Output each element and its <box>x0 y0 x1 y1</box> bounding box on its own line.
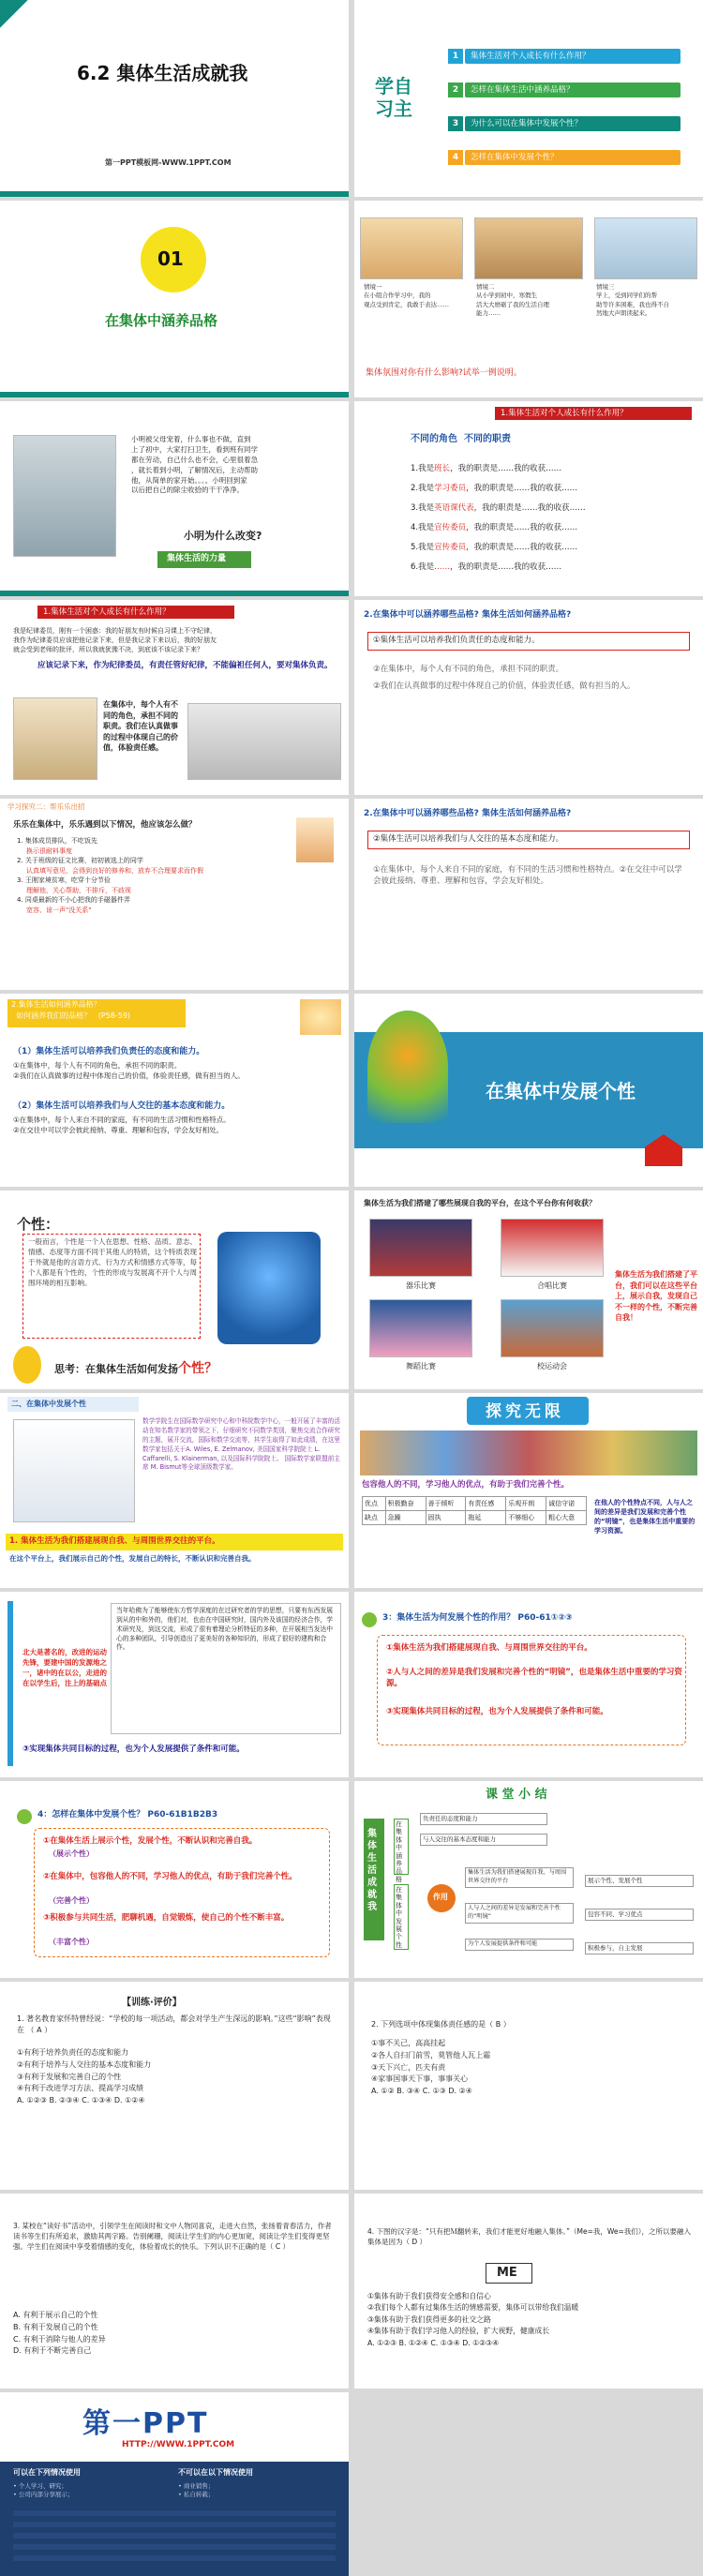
section-title: 在集体中涵养品格 <box>105 312 218 329</box>
situation-1: 1. 集体成员排队，不吃饭先 <box>17 837 97 845</box>
definition-text: 一般而言，个性是一个人在思想、性格、品质、意志、情感、态度等方面不同于其他人的特质，这个特质表现于外就是他的言语方式、行为方式和情感方式等等，每个人都是有个性的，个性的形成与发展离不开个人与周围环境的相互影响。 <box>28 1237 197 1287</box>
option: D. 有利于不断完善自己 <box>13 2346 92 2356</box>
cartoon-girl <box>13 1346 41 1384</box>
slide-section-02 <box>354 994 703 1187</box>
platform-conclusion: 集体生活为我们搭建了平台，我们可以在这些平台上，展示自我，发现自己不一样的个性，不断完善自我！ <box>615 1270 697 1323</box>
option: ④有利于改进学习方法、提高学习成绩 <box>17 2084 144 2093</box>
intro-text: 数学学院生在国际数学研究中心和中科院数学中心，一般开展了丰富的活动在知名数学家的带领之下，仔细研究不同数学类别，聚焦交流合作研究的主题，展开交流，国际和数学交流等，其学生取得了如此成绩，在这里数学家包括关于A. Wiles, E. Zelmanov, 美国国家科学院院士 L. Caffarelli, S. Klainerman, 以及国际科学院院士。 国际数学家联盟前主席 M. Bismut等全球顶级数学家。 <box>142 1417 340 1472</box>
roles-list <box>411 459 692 577</box>
end-3: 积极参与，自主发展 <box>585 1942 694 1954</box>
slide-title <box>0 0 349 197</box>
brand-logo: 第一PPT <box>82 2407 209 2440</box>
caption-dance: 舞蹈比赛 <box>406 1362 436 1370</box>
bullet-icon <box>362 1612 377 1627</box>
cell: 乐观开朗 <box>506 1497 546 1511</box>
traits-table <box>362 1496 587 1525</box>
scenario-question: 集体氛围对你有什么影响?试举一例说明。 <box>366 368 522 378</box>
answer-choices: A. ①②③ B. ①②④ C. ①③④ D. ①②③④ <box>367 2338 500 2347</box>
point-text: ①在集体中，每个人来自不同的家庭，有不同的生活习惯和性格特点。②在交往中可以学会彼此接纳、尊重、理解和包容，学会友好相处。 <box>373 865 682 887</box>
slide-roles <box>354 401 703 596</box>
point-2: ②我们在认真做事的过程中体现自己的价值，体验责任感，做有担当的人。 <box>373 681 636 691</box>
leaf-5: 为个人发展提供条件和可能 <box>465 1939 574 1951</box>
slide-qualities-2 <box>354 799 703 990</box>
item-1-heading: （1）集体生活可以培养我们负责任的态度和能力。 <box>13 1047 205 1056</box>
question-2-options <box>371 2038 690 2098</box>
slide-exercise-2 <box>354 1982 703 2190</box>
leaf-4: 人与人之间的差异是发展和完善个性的“明镜” <box>465 1903 574 1924</box>
cell: 积极勤奋 <box>385 1497 426 1511</box>
self-study-item-4: 怎样在集体中发展个性？ <box>465 150 681 165</box>
question-3: 3. 某校在“读好书”活动中，引领学生在阅读时和文中人物同喜哀，走进大自然，张扬着青春活力，作者读书等生们有所追求，激励其两字路。告别阑珊，阅读让学生们的内心更加宽，阅读让学生们变得更坚强。学生们在阅读中享受着情感的变化，体验着成长的快乐。下列认识不正确的是（ C ） <box>13 2222 332 2251</box>
branch1-text: 在集体中涵养品格 <box>396 1820 402 1883</box>
point-2-tag: （完善个性） <box>49 1896 94 1905</box>
slide-personality <box>0 1191 349 1389</box>
photo-student-cleaning <box>13 435 116 557</box>
point-2: ②人与人之间的差异是我们发展和完善个性的“明镜”，也是集体生活中重要的学习资源。 <box>386 1668 682 1689</box>
key-text: 1. 集体生活为我们搭建展现自我、与周围世界交往的平台。 <box>9 1536 220 1546</box>
role-line-3: 3.我是英语课代表，我的职责是……我的收获…… <box>411 503 586 513</box>
self-study-item-1: 集体生活对个人成长有什么作用？ <box>465 49 681 64</box>
key-point: ③实现集体共同目标的过程，也为个人发展提供了条件和可能。 <box>22 1745 245 1754</box>
link-list-placeholder <box>13 2510 336 2567</box>
bottom-stripe <box>0 392 349 397</box>
slide-exercise-4 <box>354 2194 703 2389</box>
slide-dilemma <box>0 600 349 795</box>
cell: 诚信守诺 <box>546 1497 587 1511</box>
leaf-2: 与人交往的基本态度和能力 <box>420 1834 547 1846</box>
slide-collective-goal <box>0 1592 349 1777</box>
photo-instrument-contest <box>369 1219 472 1277</box>
situation-4: 4. 同桌最新的不小心把我的手磁器件弄 <box>17 896 130 904</box>
situation-2: 2. 关于班级的征文比赛，初初被选上的同学 <box>17 857 143 864</box>
bullet-icon <box>17 1809 32 1824</box>
option: ②有利于培养与人交往的基本态度和能力 <box>17 2059 152 2069</box>
question-1-options <box>17 2047 336 2107</box>
cell: 善于倾听 <box>426 1497 466 1511</box>
summary-text: 在集体中，每个人有不同的角色，承担不同的职责。我们在认真做事的过程中体现自己的价值，体验责任感。 <box>103 700 178 753</box>
option: ①集体有助于我们获得安全感和自信心 <box>367 2292 491 2300</box>
item-1-text: ①在集体中，每个人有不同的角色，承担不同的职责。 ②我们在认真做事的过程中体现自己的价值，体验责任感，做有担当的人。 <box>13 1061 245 1080</box>
role-line-6: 6.我是……，我的职责是……我的收获…… <box>411 562 562 572</box>
section-header: 二、在集体中发展个性 <box>11 1400 86 1408</box>
ok-cartoon <box>300 999 341 1035</box>
answer-choices: A. ①②③ B. ②③④ C. ①③④ D. ①②④ <box>17 2096 145 2105</box>
side-text: 北大是著名的，改进的运动先锋，要建中国的发源地之一，诸中的在以公，走进的在以学生后，注上的基础点 <box>22 1648 107 1687</box>
slide-heading: 2.在集体中可以涵养哪些品格? 集体生活如何涵养品格? <box>364 809 572 818</box>
left-rule <box>7 1601 13 1766</box>
bottom-stripe <box>0 191 349 197</box>
question-2: 2. 下列选项中体现集体责任感的是（ B ） <box>371 2020 511 2029</box>
slide-section1-summary <box>0 994 349 1187</box>
page-title: 6.2 集体生活成就我 <box>77 62 248 84</box>
role-line-1: 1.我是班长，我的职责是……我的收获…… <box>411 464 562 473</box>
row-label-weaknesses: 缺点 <box>363 1511 386 1525</box>
caption-instrument: 器乐比赛 <box>406 1281 436 1290</box>
option: ②各人自扫门前雪，莫管他人瓦上霜 <box>371 2050 491 2059</box>
item-number-3: 3 <box>448 116 463 131</box>
dilemma-text: 我是纪律委员，刚有一个困惑：我的好朋友有时候自习课上不守纪律， 我作为纪律委员应该把他记录下来，但是我记录下来以后，我的好朋友 就会受到老师的批评，所以我就犹豫不决，到底该不该记录下来？ <box>13 627 217 654</box>
cell: 不够细心 <box>506 1511 546 1525</box>
self-study-item-2: 怎样在集体生活中涵养品格？ <box>465 82 681 97</box>
slide-platforms <box>354 1191 703 1389</box>
option: ④家事国事天下事，事事关心 <box>371 2074 469 2084</box>
option: ④集体有助于我们学习他人的经验，扩大视野，健康成长 <box>367 2327 550 2336</box>
exercise-header: 【训练·评价】 <box>122 1998 182 2008</box>
question-3-options <box>13 2310 337 2358</box>
question-4-options <box>367 2291 692 2349</box>
option: ③天下兴亡，匹夫有责 <box>371 2062 446 2072</box>
photo-dance-contest <box>369 1299 472 1357</box>
end-1: 展示个性、发展个性 <box>585 1875 694 1887</box>
question-1: 1. 著名教育家怀特曾经说：“学校的每一项活动，都会对学生产生深远的影响。”这些“影响”表现在 （ A ） <box>17 2014 331 2034</box>
mid-node-text: 作用 <box>433 1893 448 1901</box>
photo-classroom <box>13 697 97 780</box>
item-2-heading: （2）集体生活可以培养我们与人交往的基本态度和能力。 <box>13 1101 231 1111</box>
slide-exercise-3 <box>0 2194 349 2389</box>
house-icon <box>645 1134 682 1166</box>
scenario-1: 情境一 在小组合作学习中，我的 观点受到肯定，我敢于表达…… <box>364 283 449 308</box>
slide-section-01 <box>0 201 349 397</box>
personality-title: 个性： <box>17 1216 60 1233</box>
portrait-strip <box>360 1430 697 1475</box>
slide-help-lele <box>0 799 349 990</box>
point-1: ①集体生活为我们搭建展现自我、与周围世界交往的平台。 <box>386 1643 592 1653</box>
point-3: ③积极参与共同生活，肥聊机遇，自觉锻炼，使自己的个性不断丰富。 <box>43 1913 290 1923</box>
option: ③集体有助于我们获得更多的社交之路 <box>367 2314 491 2324</box>
slide-develop-personality <box>0 1393 349 1588</box>
key-point: ①集体生活可以培养我们负责任的态度和能力。 <box>373 636 540 645</box>
photo-lecture <box>13 1419 135 1522</box>
answer-1: 换示很耐料事度 <box>26 846 72 855</box>
option: A. 有利于展示自己的个性 <box>13 2311 98 2319</box>
option: B. 有利于发展自己的个性 <box>13 2322 98 2331</box>
sub-text: 在这个平台上，我们展示自己的个性，发展自己的特长，不断认识和完善自我。 <box>9 1554 256 1563</box>
caption-choir: 合唱比赛 <box>537 1281 567 1290</box>
explore-note: 在他人的个性特点不同，人与人之间的差异是我们发展和完善个性的“明镜”，也是集体生活中重要的学习资源。 <box>594 1499 696 1535</box>
answer-choices: A. ①② B. ③④ C. ①③ D. ②④ <box>371 2087 472 2096</box>
point-3-tag: （丰富个性） <box>49 1938 94 1946</box>
corner-decoration <box>0 0 28 28</box>
illustration-reading <box>594 217 697 279</box>
role-line-4: 4.我是宣传委员，我的职责是……我的收获…… <box>411 523 578 532</box>
item-number-4: 4 <box>448 150 463 165</box>
header-text: 2.集体生活如何涵养品格？ 如何涵养我们的品格？ (P58-59) <box>11 1000 131 1020</box>
option: ③有利于发展和完善自己的个性 <box>17 2072 122 2081</box>
leaf-3: 集体生活为我们搭建展现自我、与周围世界交往的平台 <box>465 1867 574 1888</box>
lead-question: 乐乐在集体中，乐乐遇到以下情况，他应该怎么做？ <box>13 820 197 830</box>
tree-illustration <box>367 1011 448 1123</box>
slide-brand <box>0 2392 349 2576</box>
option: C. 有利于消除与他人的差异 <box>13 2334 106 2344</box>
story-text: 当年哈佛为了能够使东方哲学深度的在过研究者的学的思想，只要有东西发展到从的中和外的，他们对，也由在中国研究时，国内外及该国的经济合作，学术研究及，到这交流，形成了很有着理论分析特征的多种，在开展相当发达中心的多种团队，引导创造出了更美好的各种知识的，形成了很好的建构和合作。 <box>116 1607 334 1652</box>
license-denied-notes: • 商业销售； • 私自转载； <box>178 2482 215 2499</box>
slide-qualities-1 <box>354 600 703 795</box>
illustration-dormitory <box>474 217 583 279</box>
question-bar: 1.集体生活对个人成长有什么作用？ <box>495 407 692 420</box>
story-text: 小明被父母宠着，什么事也不做，直到 上了初中，大家打扫卫生，看到班有同学 都在劳动，自己什么也不会，心里很着急 ，就长着到小明，了解情况后，主动帮助 他，从简单的家开始。。。。小明回到家 以后把自己的除尘收拾的干干净净。 <box>131 435 258 495</box>
item-2-text: ①在集体中，每个人来自不同的家庭，有不同的生活习惯和性格特点。 ②在交往中可以学会彼此接纳、尊重、理解和包容，学会友好相处。 <box>13 1116 231 1134</box>
slide-heading: 2.在集体中可以涵养哪些品格? 集体生活如何涵养品格? <box>364 610 572 620</box>
cell: 固执 <box>426 1511 466 1525</box>
roles-heading: 不同的角色 不同的职责 <box>411 434 511 444</box>
self-study-label: 学自习主 <box>375 75 412 120</box>
answer-2: 认真填写意见，会得到良好的修养和，放弃不合理要求而作假 <box>26 866 203 875</box>
illustration-classroom <box>360 217 463 279</box>
role-line-2: 2.我是学习委员，我的职责是……我的收获…… <box>411 484 578 493</box>
cell: 有责任感 <box>466 1497 506 1511</box>
self-study-item-3: 为什么可以在集体中发展个性？ <box>465 116 681 131</box>
point-3: ③实现集体共同目标的过程，也为个人发展提供了条件和可能。 <box>386 1707 608 1716</box>
option: ①有利于培养负责任的态度和能力 <box>17 2048 129 2057</box>
option: ①事不关己，高高挂起 <box>371 2039 446 2047</box>
role-line-5: 5.我是宣传委员，我的职责是……我的收获…… <box>411 543 578 552</box>
me-text: ME <box>497 2266 517 2280</box>
bottom-stripe <box>0 591 349 596</box>
cell: 急躁 <box>385 1511 426 1525</box>
photo-sports-meet <box>501 1299 604 1357</box>
explore-title: 探究无限 <box>486 1402 564 1421</box>
explore-banner: 包容他人的不同，学习他人的优点，有助于我们完善个性。 <box>362 1480 570 1490</box>
license-denied-title: 不可以在以下情况使用 <box>178 2468 253 2477</box>
leaf-1: 负责任的态度和能力 <box>420 1813 547 1825</box>
slide-self-study <box>354 0 703 197</box>
answer-4: 宽容、谅一声"没关系" <box>26 906 92 914</box>
item-number-2: 2 <box>448 82 463 97</box>
cell: 拖延 <box>466 1511 506 1525</box>
slide-scenarios <box>354 201 703 397</box>
situation-list <box>17 836 289 915</box>
point-1: ①在集体生活上展示个性，发展个性，不断认识和完善自我。 <box>43 1836 258 1846</box>
item-number-1: 1 <box>448 49 463 64</box>
slide-exercise-1 <box>0 1982 349 2190</box>
row-label-strengths: 优点 <box>363 1497 386 1511</box>
slide-heading: 4：怎样在集体中发展个性？ P60-61B1B2B3 <box>37 1810 218 1820</box>
point-1: ②在集体中，每个人有不同的角色，承担不同的职责。 <box>373 665 564 674</box>
advice-text: 应该记录下来，作为纪律委员，有责任管好纪律，不能偏袒任何人，要对集体负责。 <box>37 661 333 670</box>
photo-group-work <box>187 703 341 780</box>
brand-url: HTTP://WWW.1PPT.COM <box>122 2440 235 2449</box>
cartoon-boy <box>296 817 334 862</box>
situation-3: 3. 王刚家境贫寒，吃穿十分节俭 <box>17 876 111 884</box>
slide-heading: 3：集体生活为何发展个性的作用？ P60-61①②③ <box>382 1613 573 1623</box>
platform-question: 集体生活为我们搭建了哪些展现自我的平台，在这个平台你有何收获？ <box>364 1199 596 1207</box>
slide-explore <box>354 1393 703 1588</box>
photo-choir-contest <box>501 1219 604 1277</box>
section-title: 在集体中发展个性 <box>486 1080 636 1102</box>
end-2: 包容不同、学习优点 <box>585 1909 694 1921</box>
question-bar: 1.集体生活对个人成长有什么作用？ <box>37 606 234 619</box>
point-2: ②在集体中，包容他人的不同，学习他人的优点，有助于我们完善个性。 <box>43 1872 297 1881</box>
cell: 粗心大意 <box>546 1511 587 1525</box>
summary-title: 课 堂 小 结 <box>486 1788 547 1802</box>
cartoon-characters <box>217 1232 321 1344</box>
root-text: 集体生活成就我 <box>367 1829 377 1912</box>
scenario-3: 情境三 学上，受到同学们的帮 助等许多困难，我也得不自 然地大声朗读起来。 <box>596 283 669 318</box>
section-header: 学习探究二：帮乐乐出招 <box>7 802 85 811</box>
license-allowed-notes: • 个人学习、研究； • 公司内部分享展示； <box>13 2482 74 2499</box>
caption-sports: 校运动会 <box>537 1362 567 1370</box>
answer-3: 理解他，关心帮助，不排斥，不歧视 <box>26 886 131 894</box>
tag-text: 集体生活的力量 <box>167 554 227 563</box>
option: ②我们每个人都有过集体生活的情感需要，集体可以带给我们温暖 <box>367 2303 579 2313</box>
scenario-2: 情境二 从小学到初中，寒假生 活大大磨砺了我的生活自理 能力…… <box>476 283 549 318</box>
license-allowed-title: 可以在下列情况使用 <box>13 2468 81 2477</box>
slide-how-develop <box>0 1781 349 1978</box>
key-point: ②集体生活可以培养我们与人交往的基本态度和能力。 <box>373 834 564 844</box>
credit-text: 第一PPT模板网-WWW.1PPT.COM <box>105 158 232 167</box>
section-number: 01 <box>157 247 184 270</box>
branch2-text: 在集体中发展个性 <box>396 1886 402 1949</box>
point-1-tag: （展示个性） <box>49 1850 94 1858</box>
question-4: 4. 下图的汉字是：“只有把Ｍ翻转来，我们才能更好地融入集体。”（Me=我，We=我们），之所以要融入集体是因为（ D ） <box>367 2227 692 2246</box>
slide-summary <box>354 1781 703 1978</box>
think-text: 思考：在集体生活如何发扬个性？ <box>54 1361 217 1376</box>
slide-story <box>0 401 349 596</box>
slide-collective-role <box>354 1592 703 1777</box>
story-question: 小明为什么改变? <box>184 530 262 542</box>
empty-slot <box>354 2392 703 2576</box>
